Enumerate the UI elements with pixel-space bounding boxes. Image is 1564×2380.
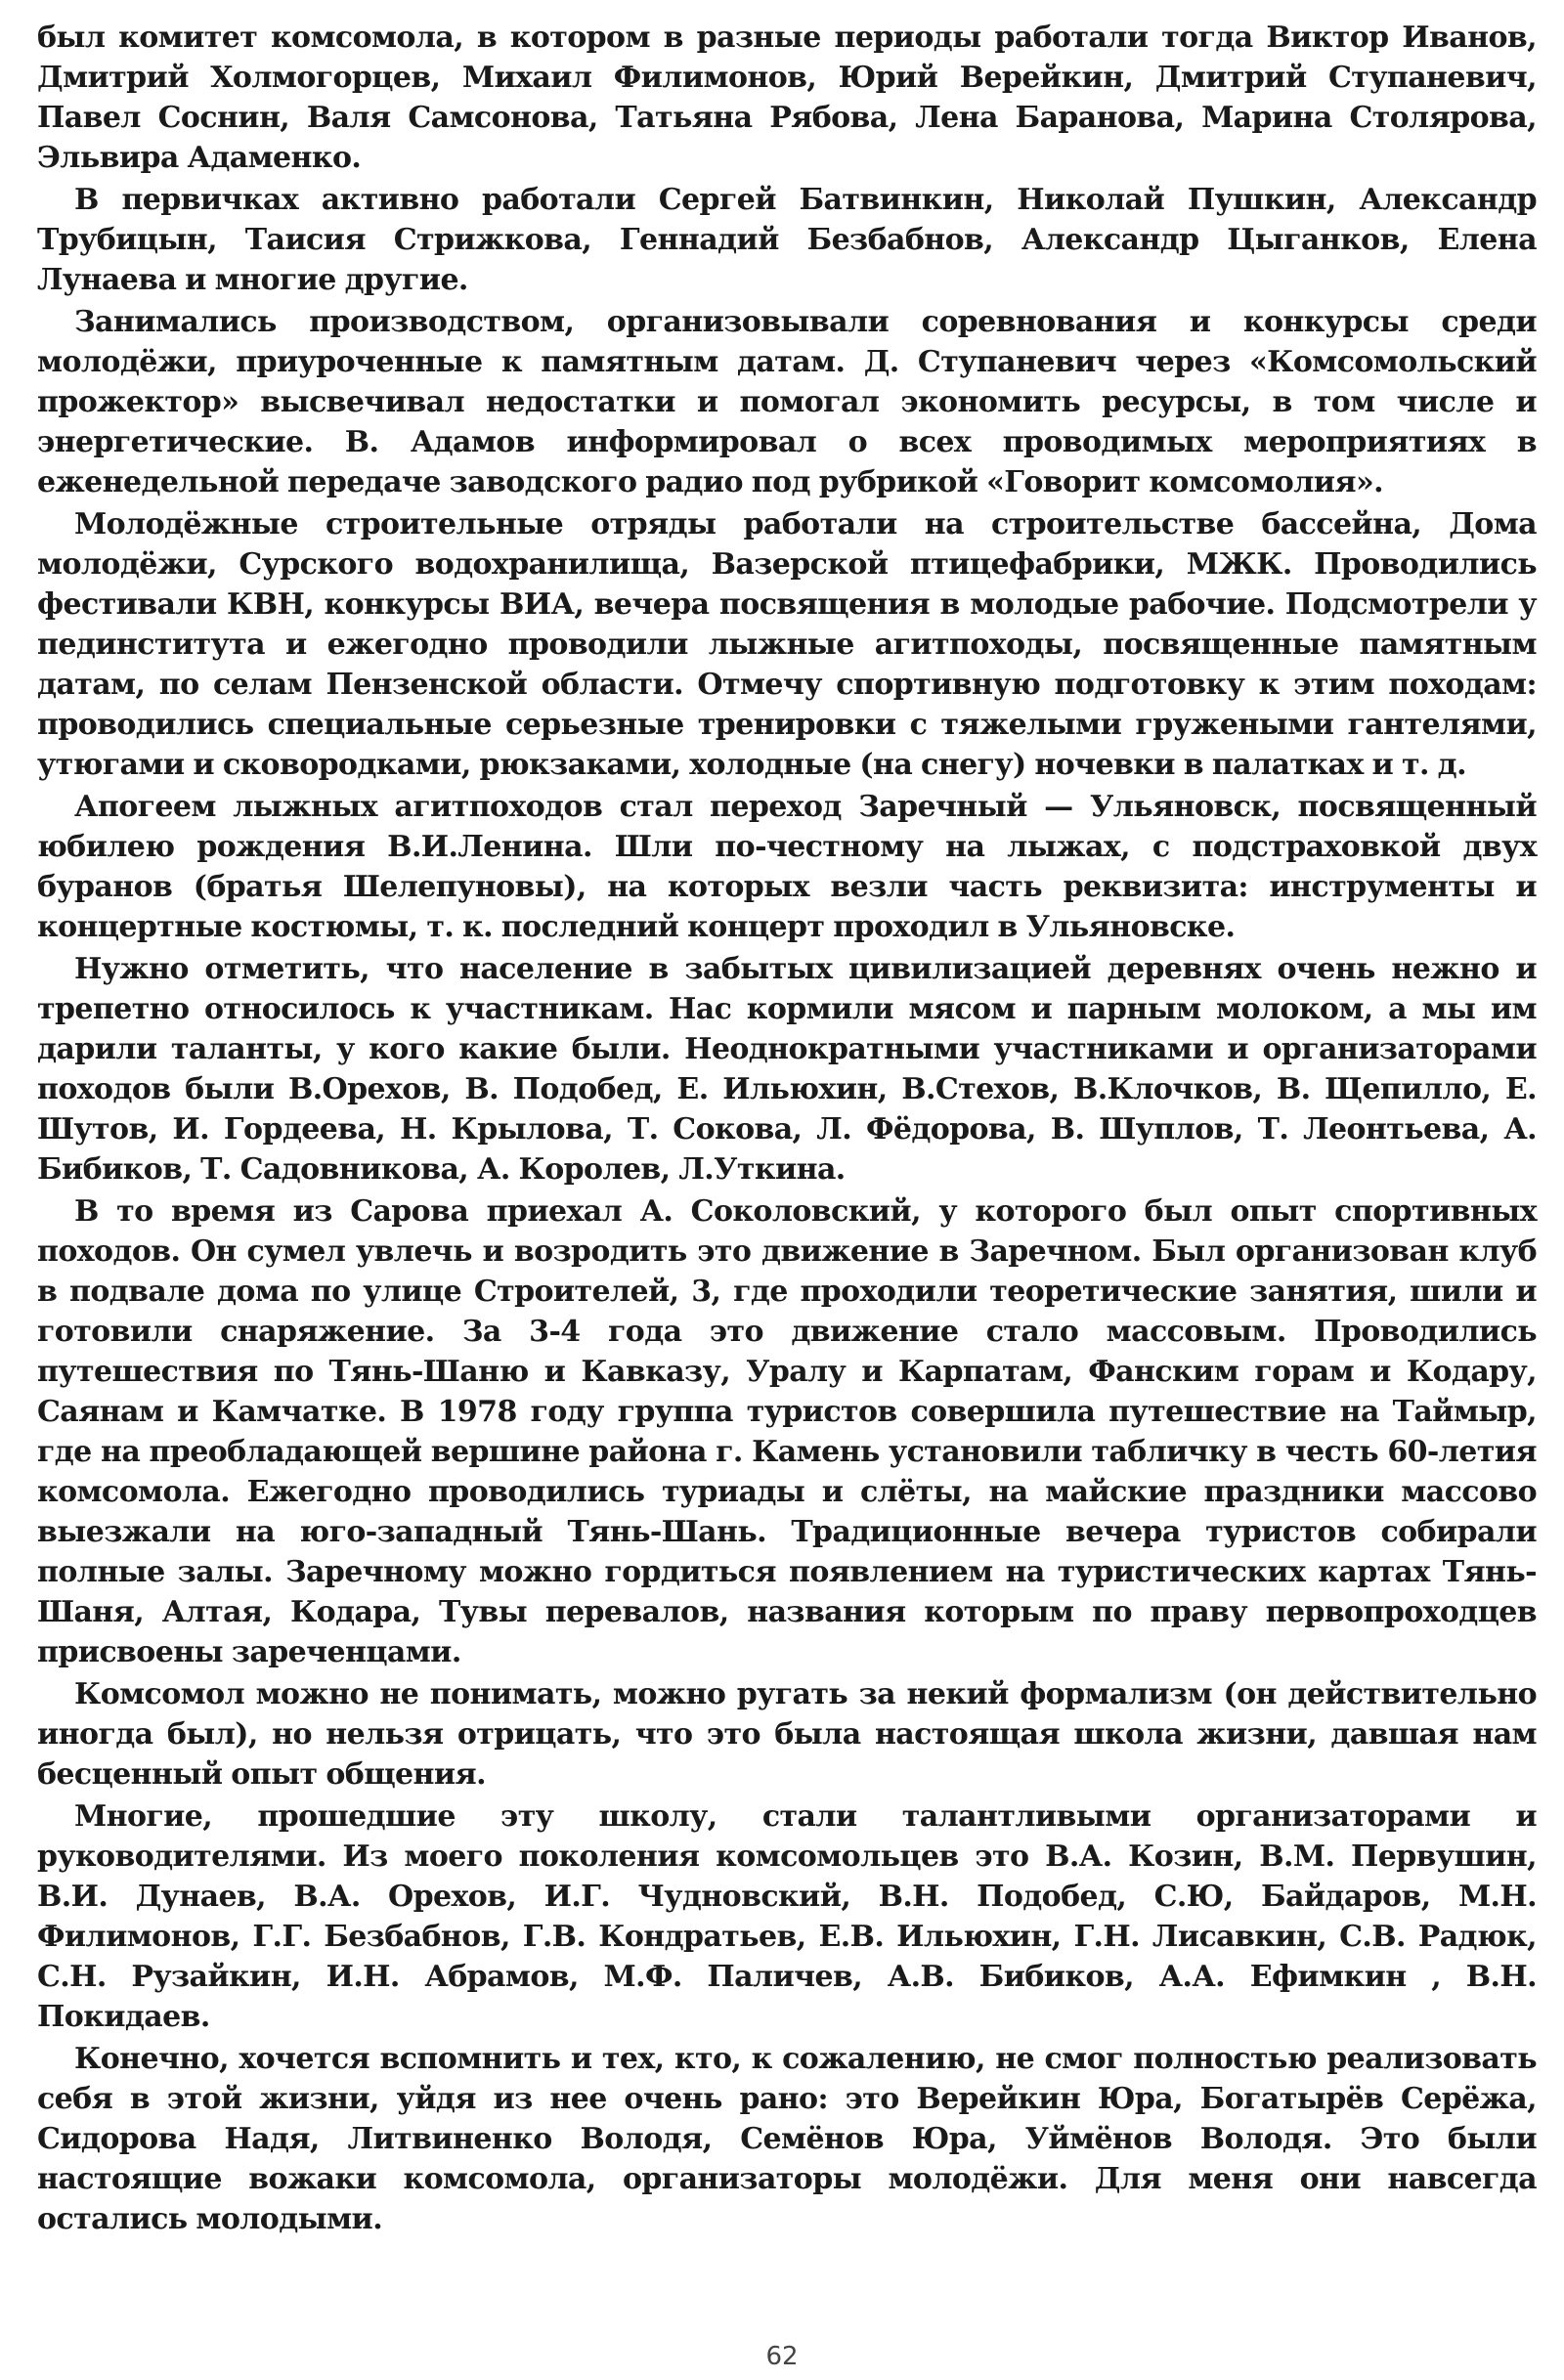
paragraph-pervichki: В первичках активно работали Сергей Батвинкин, Николай Пушкин, Александр Трубицын, Таисия Стрижкова, Геннадий Безбабнов, Александр Цыганков, Елена Лунаева и многие другие. [37,183,1537,297]
paragraph-komitet: был комитет комсомола, в котором в разные периоды работали тогда Виктор Иванов, Дмитрий Холмогорцев, Михаил Филимонов, Юрий Верейкин, Дмитрий Ступаневич, Павел Соснин, Валя Самсонова, Татьяна Рябова, Лена Баранова, Марина Столярова, Эльвира Адаменко. [37,21,1537,175]
paragraph-pamyat: Конечно, хочется вспомнить и тех, кто, к сожалению, не смог полностью реализовать себя в этой жизни, уйдя из нее очень рано: это Верейкин Юра, Богатырёв Серёжа, Сидорова Надя, Литвиненко Володя, Семёнов Юра, Уймёнов Володя. Это были настоящие вожаки комсомола, организаторы молодёжи. Для меня они навсегда остались молодыми. [37,2042,1537,2236]
paragraph-shkola-zhizni: Комсомол можно не понимать, можно ругать за некий формализм (он действительно иногда был), но нельзя отрицать, что это была настоящая школа жизни, давшая нам бесценный опыт общения. [37,1677,1537,1792]
page-number: 62 [765,2342,799,2371]
paragraph-agitpohod: Апогеем лыжных агитпоходов стал переход Заречный — Ульяновск, посвященный юбилею рождения В.И.Ленина. Шли по-честному на лыжах, с подстраховкой двух буранов (братья Шелепуновы), на которых везли часть реквизита: инструменты и концертные костюмы, т. к. последний концерт проходил в Ульяновске. [37,790,1537,944]
paragraph-proizvodstvo: Занимались производством, организовывали соревнования и конкурсы среди молодёжи, приуроченные к памятным датам. Д. Ступаневич через «Комсомольский прожектор» высвечивал недостатки и помогал экономить ресурсы, в том числе и энергетические. В. Адамов информировал о всех проводимых мероприятиях в еженедельной передаче заводского радио под рубрикой «Говорит комсомолия». [37,305,1537,499]
paragraph-stroiotryady: Молодёжные строительные отряды работали на строительстве бассейна, Дома молодёжи, Сурского водохранилища, Вазерской птицефабрики, МЖК. Проводились фестивали КВН, конкурсы ВИА, вечера посвящения в молодые рабочие. Подсмотрели у пединститута и ежегодно проводили лыжные агитпоходы, посвященные памятным датам, по селам Пензенской области. Отмечу спортивную подготовку к этим походам: проводились специальные серьезные тренировки с тяжелыми гружеными гантелями, утюгами и сковородками, рюкзаками, холодные (на снегу) ночевки в палатках и т. д. [37,507,1537,782]
page-text-body [37,18,1537,2241]
paragraph-turizm: В то время из Сарова приехал А. Соколовский, у которого был опыт спортивных походов. Он сумел увлечь и возродить это движение в Заречном. Был организован клуб в подвале дома по улице Строителей, 3, где проходили теоретические занятия, шили и готовили снаряжение. За 3-4 года это движение стало массовым. Проводились путешествия по Тянь-Шаню и Кавказу, Уралу и Карпатам, Фанским горам и Кодару, Саянам и Камчатке. В 1978 году группа туристов совершила путешествие на Таймыр, где на преобладающей вершине района г. Камень установили табличку в честь 60-летия комсомола. Ежегодно проводились туриады и слёты, на майские праздники массово выезжали на юго-западный Тянь-Шань. Традиционные вечера туристов собирали полные залы. Заречному можно гордиться появлением на туристических картах Тянь-Шаня, Алтая, Кодара, Тувы перевалов, названия которым по праву первопроходцев присвоены зареченцами. [37,1194,1537,1669]
paragraph-naselenie: Нужно отметить, что население в забытых цивилизацией деревнях очень нежно и трепетно относилось к участникам. Нас кормили мясом и парным молоком, а мы им дарили таланты, у кого какие были. Неоднократными участниками и организаторами походов были В.Орехов, В. Подобед, Е. Ильюхин, В.Стехов, В.Клочков, В. Щепилло, Е. Шутов, И. Гордеева, Н. Крылова, Т. Сокова, Л. Фёдорова, В. Шуплов, Т. Леонтьева, А. Бибиков, Т. Садовникова, А. Королев, Л.Уткина. [37,952,1537,1187]
paragraph-organizatory: Многие, прошедшие эту школу, стали талантливыми организаторами и руководителями. Из моего поколения комсомольцев это В.А. Козин, В.М. Первушин, В.И. Дунаев, В.А. Орехов, И.Г. Чудновский, В.Н. Подобед, С.Ю, Байдаров, М.Н. Филимонов, Г.Г. Безбабнов, Г.В. Кондратьев, Е.В. Ильюхин, Г.Н. Лисавкин, С.В. Радюк, С.Н. Рузайкин, И.Н. Абрамов, М.Ф. Паличев, А.В. Бибиков, А.А. Ефимкин , В.Н. Покидаев. [37,1799,1537,2034]
